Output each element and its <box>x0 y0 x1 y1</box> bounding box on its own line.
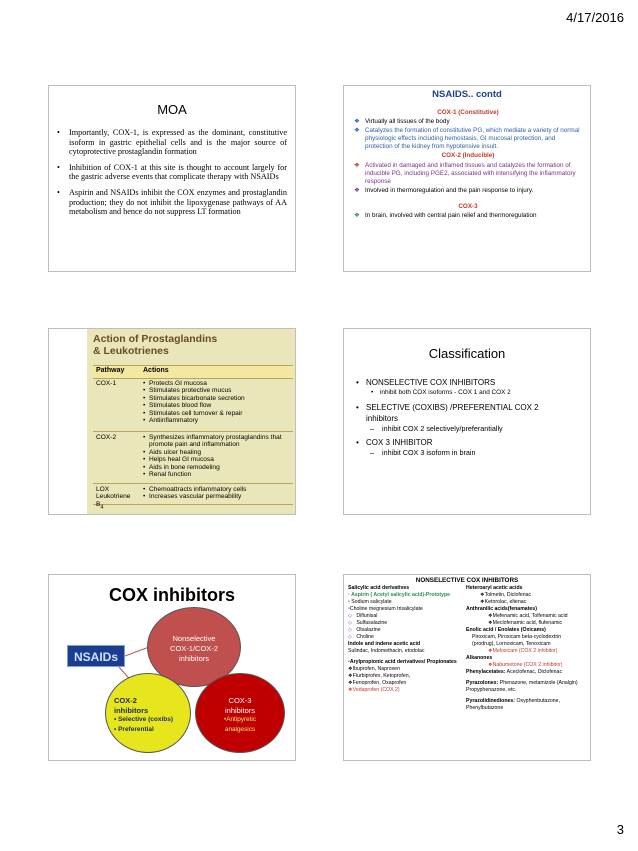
cox3-circle <box>195 673 285 753</box>
class-selective-sub: – inhibit COX 2 selectively/preferantially <box>356 424 582 434</box>
cox1-heading: COX-1 (Constitutive) <box>437 109 499 116</box>
group-heading-text: Arylpropionic acid derivatives/ Propionates <box>349 659 457 665</box>
table-row <box>93 378 293 432</box>
row-pathway-line: LOX <box>96 486 110 493</box>
cox2-heading: COX-2 (Inducible) <box>441 152 495 160</box>
circle-label: inhibitors <box>114 705 149 715</box>
drug-text: Phenazone, metamizole (Analgin) Propyphenazone, etc. <box>466 680 578 693</box>
action-table <box>87 329 296 515</box>
slide-moa <box>48 85 296 272</box>
drug-item <box>466 680 590 694</box>
drug-item: ❖Fenoprofen, Oxaprofen <box>348 680 407 686</box>
slide-action-table <box>48 328 296 515</box>
row-pathway: COX-2 <box>96 434 117 441</box>
row-pathway-sub: 4 <box>100 504 104 511</box>
diamond-bullet-icon: ◇ <box>348 620 352 626</box>
slide-title: Classification <box>428 346 506 361</box>
drug-text: Nabumetone (COX 2 inhibitor) <box>492 662 563 668</box>
drug-text: Choline <box>356 634 374 640</box>
drug-text: Fenoprofen, Oxaprofen <box>352 680 407 686</box>
diamond-bullet-icon: ❖ <box>354 212 360 220</box>
row-action: • Protects GI mucosa <box>143 380 291 387</box>
drug-text: Aspirin ( Acetyl salicylic acid)-Prototype <box>351 592 451 598</box>
row-pathway-text: Leukotriene B <box>96 493 131 508</box>
circle-label: inhibitors <box>224 705 255 715</box>
circle-label: • Selective (coxibs) <box>114 716 173 723</box>
group-heading: Salicylic acid derivatives <box>348 585 410 591</box>
row-pathway <box>96 486 136 512</box>
circle-label: •Antipyretic <box>223 716 257 723</box>
row-action: • Aids ulcer healing <box>143 449 291 456</box>
cox2-point: Activated in damaged and inflamed tissues and catalyzes the formation of inducible PG, including PGE2, associated with intensifying the inflammatory response <box>365 161 576 185</box>
diamond-bullet-icon: ◇ <box>348 627 352 633</box>
class-cox3: • COX 3 INHIBITOR <box>356 437 582 448</box>
drug-item: ❖Nabumetone (COX 2 inhibitor) <box>488 662 563 668</box>
drug-item: Piroxicam, Piroxicam beta-cyclodextrin <box>472 634 562 640</box>
page-number: 3 <box>616 822 624 837</box>
row-action: • Renal function <box>143 471 291 478</box>
slide-classification <box>343 328 591 515</box>
drug-text: Aceclofenac, Diclofenac <box>505 669 563 675</box>
drug-item: ▫Choline megnesium trisalicylate <box>348 606 423 612</box>
circle-label: COX-3 <box>228 696 252 705</box>
group-heading: Indole and indene acetic acid <box>348 641 421 647</box>
nsaids-box: NSAIDs <box>67 645 125 667</box>
cox2-circle <box>105 673 191 753</box>
cox3-heading: COX-3 <box>458 202 478 210</box>
row-action: • Increases vascular permeability <box>143 493 291 500</box>
table-row <box>93 484 293 511</box>
diamond-bullet-icon: ❖ <box>354 118 360 126</box>
row-action: • Stimulates blood flow <box>143 402 291 409</box>
moa-bullet: • Importantly, COX-1, is expressed as the dominant, constitutive isoform in gastric epithelial cells and is the major source of cytoprotective prostaglandin formation <box>57 128 287 157</box>
drug-item: ❖Vedaprofen (COX 2) <box>348 687 400 693</box>
group-heading: Pyrazolidinediones: <box>466 698 516 704</box>
slide-cox-inhibitors <box>48 574 296 761</box>
drug-text: Choline megnesium trisalicylate <box>349 606 423 612</box>
drug-item: ❖Flurbiprofen, Ketoprofen, <box>348 673 411 679</box>
slide-nsaids-contd <box>343 85 591 272</box>
drug-text: Ibuprofen, Naproxen <box>352 666 400 672</box>
drug-item <box>348 620 466 627</box>
drug-text: Sodium salicylate <box>351 599 392 605</box>
class-nonselective-sub: • inhibit both COX isoforms - COX 1 and COX 2 <box>356 388 582 397</box>
row-action: • Helps heal GI mucosa <box>143 456 291 463</box>
drug-text: Sulfasalazine <box>356 620 388 626</box>
arrow-line <box>125 647 149 656</box>
header-actions: Actions <box>143 367 169 374</box>
moa-bullets <box>57 128 287 223</box>
circle-label: analgesics <box>224 725 256 733</box>
row-action: • Synthesizes inflammatory prostaglandins that promote pain and inflammation <box>143 434 291 449</box>
drug-item: (prodrug), Lornoxicam, Tenoxicam <box>472 641 551 647</box>
diamond-bullet-icon: ◇ <box>348 634 352 640</box>
table-title-line: & Leukotrienes <box>93 345 169 357</box>
diamond-bullet-icon: ❖ <box>354 186 360 194</box>
circle-label: COX-1/COX-2 <box>170 644 218 653</box>
header-pathway: Pathway <box>96 367 125 374</box>
group-heading: Alkanones <box>466 655 493 661</box>
drug-text: Flurbiprofen, Ketoprofen, <box>352 673 411 679</box>
left-column <box>348 585 466 694</box>
group-heading: Anthranilic acids(fenamates) <box>466 606 537 612</box>
drug-text: Tolmetin, Diclofenac <box>484 592 532 598</box>
drug-item: ❖Mefenamic acid, Tolfenamic acid <box>488 613 568 619</box>
cox2-point: Involved in thermoregulation and the pain response to injury. <box>365 186 534 194</box>
diamond-bullet-icon: ❖ <box>354 161 360 169</box>
table-title <box>93 333 293 357</box>
row-action: • Chemoattracts inflammatory cells <box>143 486 291 493</box>
slide-title: NONSELECTIVE COX INHIBITORS <box>415 577 519 584</box>
circle-label: Nonselective <box>172 634 216 643</box>
drug-item <box>348 634 466 641</box>
drug-item: ❖Meclofenamic acid, flufenamic <box>488 620 563 626</box>
row-action: • Stimulates protective mucus <box>143 387 291 394</box>
drug-item: ▫ Aspirin ( Acetyl salicylic acid)-Prototype <box>348 592 451 598</box>
drug-text: Mefenamic acid, Tolfenamic acid <box>492 613 568 619</box>
drug-item: ❖Ibuprofen, Naproxen <box>348 666 400 672</box>
drug-text: Vedaprofen (COX 2) <box>352 687 400 693</box>
row-action: • Antiinflammatory <box>143 417 291 424</box>
drug-item <box>348 627 466 634</box>
circle-label: • Preferential <box>114 725 154 733</box>
group-heading: ▫Arylpropionic acid derivatives/ Propionates <box>348 659 457 665</box>
cox3-point: In brain, involved with central pain relief and thermoregulation <box>365 212 537 220</box>
group-heading: Enolic acid / Enolates (Oxicams) <box>466 627 546 633</box>
slide-nonselective-list <box>343 574 591 761</box>
circle-label: COX-2 <box>114 696 137 705</box>
right-column <box>466 585 590 712</box>
slide-title: MOA <box>157 102 187 117</box>
drug-text: Diflunisal <box>356 613 378 619</box>
moa-bullet: • Inhibition of COX-1 at this site is thought to account largely for the gastric adverse events that complicate therapy with NSAIDs <box>57 163 287 182</box>
drug-text: Olsalazine <box>356 627 381 633</box>
class-cox3-sub: – inhibit COX 3 isoform in brain <box>356 448 582 458</box>
class-nonselective: • NONSELECTIVE COX INHIBITORS <box>356 377 582 388</box>
date: 4/17/2016 <box>566 10 624 25</box>
drug-item: Sulindac, Indomethacin, etodolac <box>348 648 425 654</box>
drug-item: ❖Meloxicam (COX 2 inhibitor) <box>488 648 558 654</box>
row-action: • Aids in bone remodeling <box>143 464 291 471</box>
class-selective-line: • SELECTIVE (COXIBS) /PREFERENTIAL COX 2 <box>366 403 539 412</box>
drug-item <box>466 669 590 676</box>
row-action: • Stimulates cell turnover & repair <box>143 410 291 417</box>
drug-text: Meclofenamic acid, flufenamic <box>492 620 563 626</box>
row-pathway-line <box>96 493 136 511</box>
class-selective <box>356 402 582 424</box>
row-pathway: COX-1 <box>96 380 117 387</box>
drug-item: ❖Tolmetin, Diclofenac <box>480 592 532 598</box>
table-header <box>93 365 293 379</box>
drug-item: ▫ Sodium salicylate <box>348 599 392 605</box>
slide-title: NSAIDS.. contd <box>432 89 502 100</box>
group-heading: Phenylacetates: <box>466 669 506 675</box>
drug-text: Meloxicam (COX 2 inhibitor) <box>492 648 558 654</box>
table-row <box>93 432 293 484</box>
group-heading: Heteroaryl acetic acids <box>466 585 523 591</box>
drug-text: Oxyphenbutazone, Phenylbutazone <box>466 698 561 711</box>
cox1-point: Virtually all tissues of the body <box>365 118 450 126</box>
diamond-bullet-icon: ❖ <box>354 127 360 135</box>
diamond-bullet-icon: ◇ <box>348 613 352 619</box>
class-selective-line: inhibitors <box>366 414 399 423</box>
drug-item: ❖Ketorolac, eltenac <box>480 599 527 605</box>
moa-bullet: • Aspirin and NSAIDs inhibit the COX enzymes and prostaglandin production; they do not inhibit the lipoxygenase pathways of AA metabolism and hence do not suppress LT formation <box>57 188 287 217</box>
table-title-line: Action of Prostaglandins <box>93 333 218 345</box>
row-action: • Stimulates bicarbonate secretion <box>143 395 291 402</box>
circle-label: inhibitors <box>178 654 209 663</box>
drug-item <box>466 698 590 712</box>
drug-text: Ketorolac, eltenac <box>484 599 527 605</box>
drug-item <box>348 613 466 620</box>
slide-title: COX inhibitors <box>109 585 235 605</box>
cox1-point: Catalyzes the formation of constitutive PG, which mediate a variety of normal physiologic effects including hemostasis, GI mucosal protection, and protection of the kidney from hypotensive insult. <box>365 127 580 151</box>
group-heading: Pyrazolones: <box>466 680 499 686</box>
